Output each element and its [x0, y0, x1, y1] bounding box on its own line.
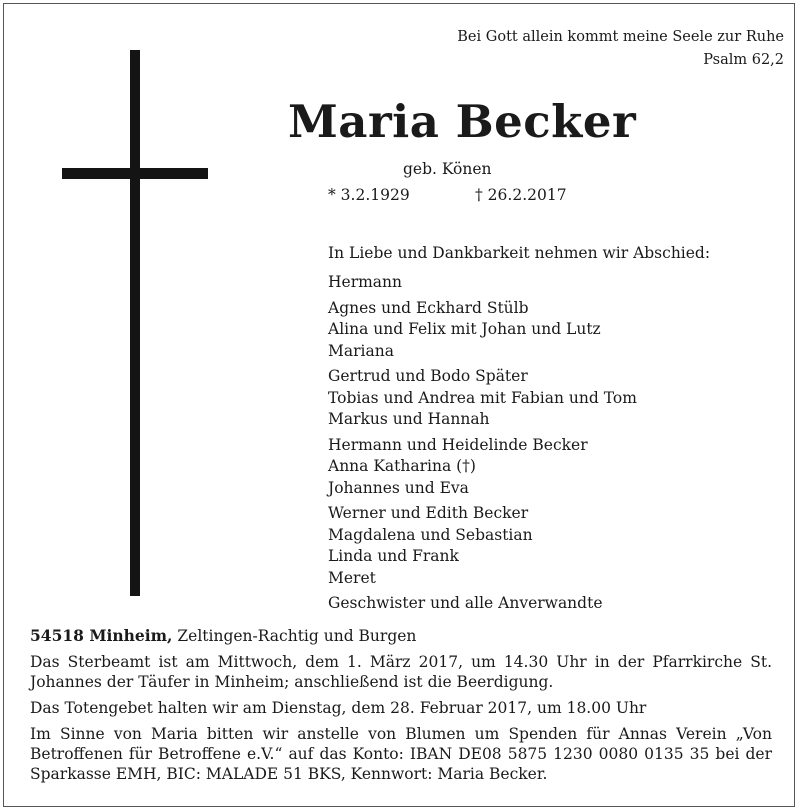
mourner-entry: Hermann und Heidelinde Becker [328, 435, 588, 454]
cross-vertical-bar [130, 50, 140, 596]
place-line [30, 626, 772, 646]
mourner-entry: Mariana [328, 341, 394, 360]
place-others: Zeltingen-Rachtig und Burgen [172, 627, 417, 645]
mourner-entry: Markus und Hannah [328, 410, 490, 428]
mourner-entry: Werner und Edith Becker [328, 504, 529, 522]
bible-verse [457, 26, 784, 72]
mourner-entry: Alina und Felix mit Johan und Lutz [328, 320, 601, 338]
mourner-entry: Linda und Frank [328, 547, 459, 565]
birth-date: * 3.2.1929 [328, 186, 410, 204]
deceased-name: Maria Becker [288, 95, 637, 148]
mourner-entry: Meret [328, 568, 376, 587]
mourner-entry: Magdalena und Sebastian [328, 525, 533, 544]
mourner-entry: Geschwister und alle Anverwandte [328, 594, 603, 612]
mourner-entry: Agnes und Eckhard Stülb [328, 298, 529, 317]
donation-info: Im Sinne von Maria bitten wir anstelle von Blumen um Spenden für Annas Verein „Von Betroffenen für Betroffene e.V.“ auf das Konto: IBAN DE08 5875 1230 0080 0135 35 bei der Sparkasse EMH, BIC: MALADE 51 BKS, Kennwort: Maria Becker. [30, 725, 772, 783]
death-date: † 26.2.2017 [475, 186, 567, 204]
mourner-entry: Tobias und Andrea mit Fabian und Tom [328, 388, 637, 407]
notice-details [30, 626, 772, 790]
place-city: 54518 Minheim, [30, 626, 173, 645]
cross-horizontal-bar [62, 168, 208, 179]
farewell-intro: In Liebe und Dankbarkeit nehmen wir Abschied: [328, 244, 711, 262]
mourner-entry: Gertrud und Bodo Später [328, 367, 528, 385]
verse-reference: Psalm 62,2 [703, 52, 784, 68]
mourner-entry: Hermann [328, 273, 403, 291]
funeral-info: Das Sterbeamt ist am Mittwoch, dem 1. März 2017, um 14.30 Uhr in der Pfarrkirche St. Johannes der Täufer in Minheim; anschließend ist die Beerdigung. [30, 653, 772, 691]
verse-text: Bei Gott allein kommt meine Seele zur Ruhe [457, 29, 784, 45]
mourners-list [328, 272, 637, 615]
prayer-info: Das Totengebet halten wir am Dienstag, dem 28. Februar 2017, um 18.00 Uhr [30, 699, 647, 717]
mourner-entry: Anna Katharina (†) [328, 457, 476, 475]
mourner-entry: Johannes und Eva [328, 478, 469, 497]
birth-name: geb. Könen [403, 160, 492, 178]
